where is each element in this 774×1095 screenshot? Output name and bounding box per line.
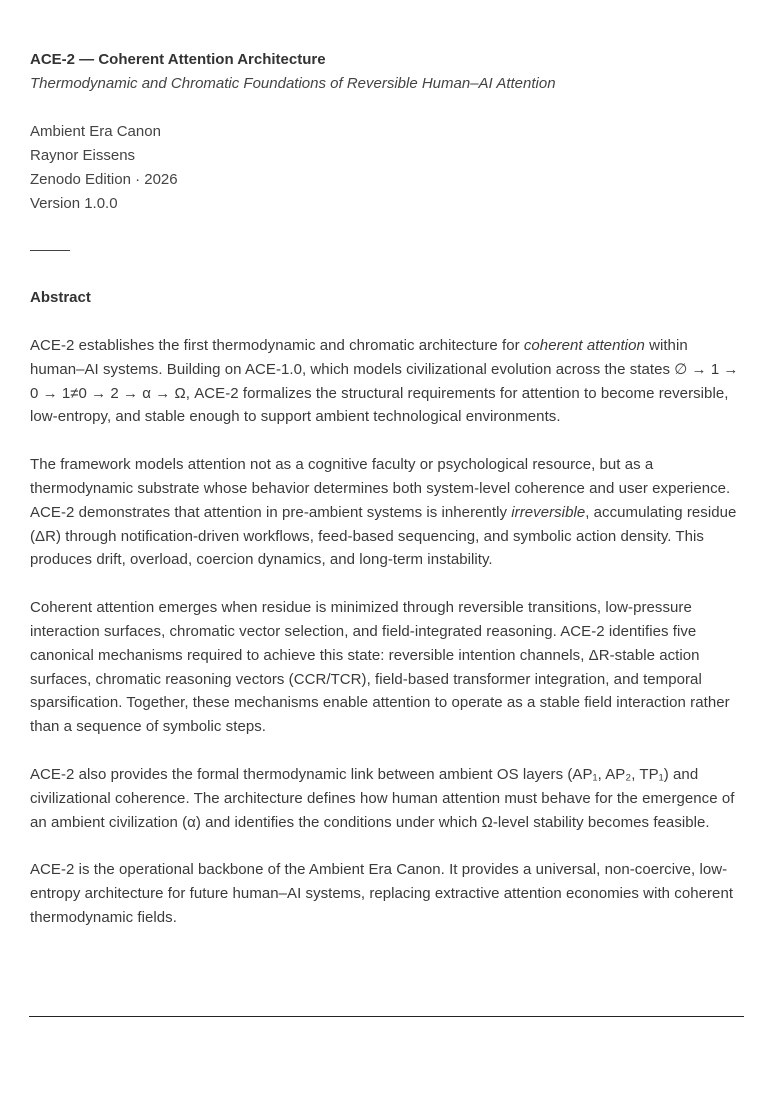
footer-divider — [29, 1016, 744, 1017]
abstract-heading: Abstract — [30, 289, 91, 306]
abstract-paragraph-1 — [30, 334, 744, 429]
paragraph-text: The framework models attention not as a cognitive faculty or psychological resource, but as a thermodynamic substrate whose behavior determines both system-level coherence and user experience. ACE-2 demonstrates that attention in pre-ambient systems is inherently — [30, 456, 731, 521]
document-title: ACE-2 — Coherent Attention Architecture — [30, 51, 326, 68]
emphasis-text: irreversible — [511, 503, 586, 521]
emphasis-text: coherent attention — [523, 337, 645, 354]
paragraph-text: , accumulating residue (ΔR) through notification-driven workflows, feed-based sequencing, and symbolic action density. This produces drift, overload, coercion dynamics, and long-term instability. — [30, 503, 737, 569]
document-page — [30, 48, 744, 930]
edition-line: Zenodo Edition · 2026 — [30, 171, 178, 188]
abstract-paragraph-5: ACE-2 is the operational backbone of the Ambient Era Canon. It provides a universal, non-coercive, low-entropy architecture for future human–AI systems, replacing extractive attention economies with coherent thermodynamic fields. — [30, 861, 734, 926]
paragraph-text: ACE-2 establishes the first thermodynamic and chromatic architecture for — [30, 337, 524, 354]
abstract-paragraph-4: ACE-2 also provides the formal thermodynamic link between ambient OS layers (AP₁, AP₂, TP₁) and civilizational coherence. The architecture defines how human attention must behave for the emergence of an ambient civilization (α) and identifies the conditions under which Ω-level stability becomes feasible. — [30, 765, 735, 831]
abstract-paragraph-3: Coherent attention emerges when residue is minimized through reversible transitions, low-pressure interaction surfaces, chromatic vector selection, and field-integrated reasoning. ACE-2 identifies five canonical mechanisms required to achieve this state: reversible intention channels, ΔR-stable action surfaces, chromatic reasoning vectors (CCR/TCR), field-based transformer integration, and temporal sparsification. Together, these mechanisms enable attention to operate as a stable field interaction rather than a sequence of symbolic steps. — [30, 599, 730, 736]
canon-name: Ambient Era Canon — [30, 123, 161, 140]
abstract-paragraph-2 — [30, 453, 744, 572]
document-subtitle: Thermodynamic and Chromatic Foundations of Reversible Human–AI Attention — [30, 75, 556, 92]
section-divider — [30, 250, 70, 251]
paragraph-text: within human–AI systems. Building on ACE-1.0, which models civilizational evolution across the states ∅ → 1 → 0 → 1≠0 → 2 → α → Ω, ACE-2 formalizes the structural requirements for attention to become reversible, low-entropy, and stable enough to support ambient technological environments. — [30, 337, 739, 426]
document-meta — [30, 120, 744, 216]
version-line: Version 1.0.0 — [30, 195, 118, 212]
author-name: Raynor Eissens — [30, 147, 136, 164]
